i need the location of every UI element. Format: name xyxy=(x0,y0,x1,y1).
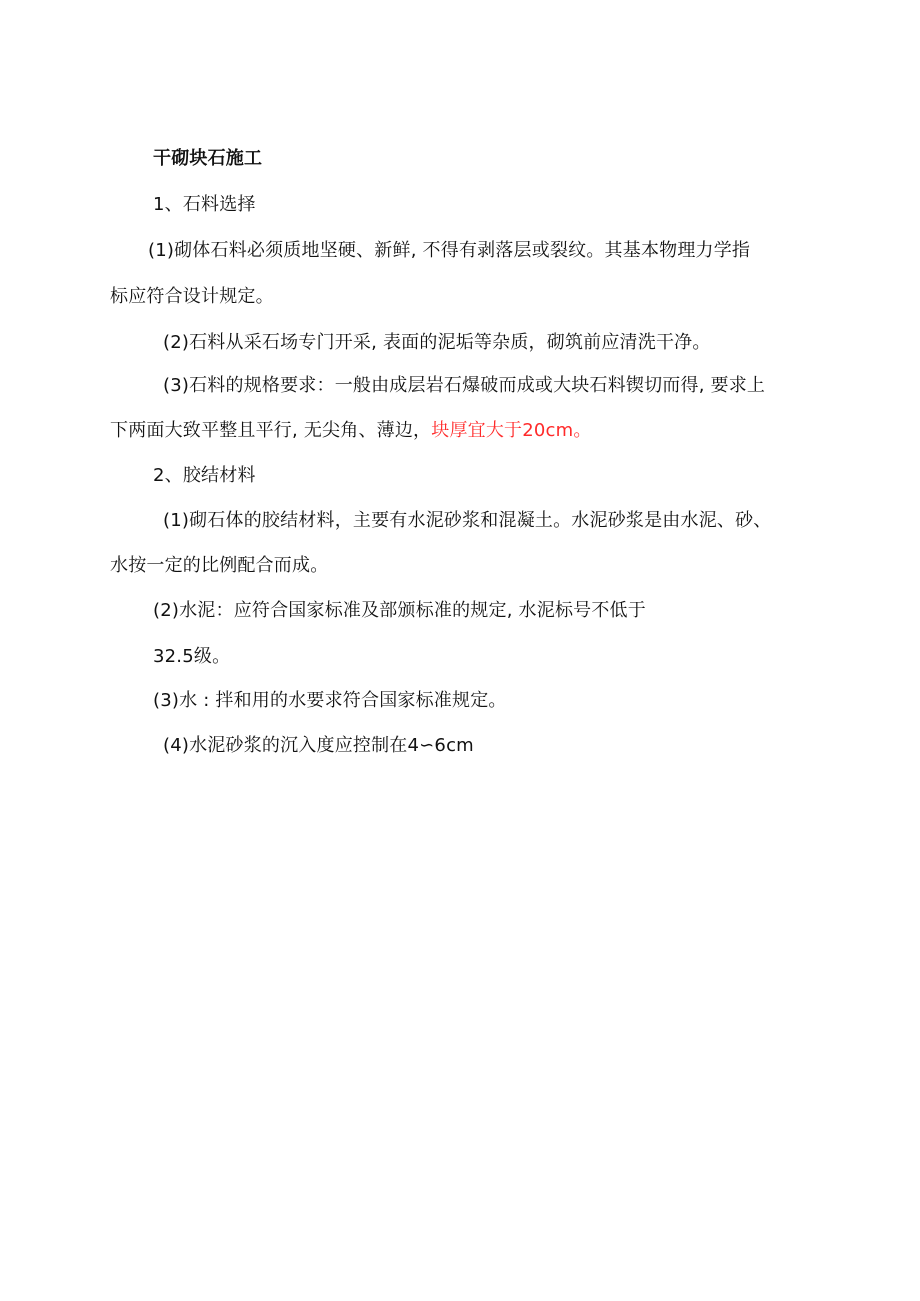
paragraph-line: (3)水 : 拌和用的水要求符合国家标准规定。 xyxy=(153,690,507,711)
document-title: 干砌块石施工 xyxy=(153,148,263,169)
paragraph-line: 水按一定的比例配合而成。 xyxy=(110,555,329,576)
paragraph-line: (1)砌体石料必须质地坚硬、新鲜, 不得有剥落层或裂纹。其基本物理力学指 xyxy=(148,240,751,261)
paragraph-line: (3)石料的规格要求：一般由成层岩石爆破而成或大块石料锲切而得, 要求上 xyxy=(163,375,766,396)
section-heading-binding-materials: 2、胶结材料 xyxy=(153,465,256,486)
paragraph-line: 32.5级。 xyxy=(153,646,231,667)
section-heading-stone-selection: 1、石料选择 xyxy=(153,194,256,215)
paragraph-line xyxy=(110,418,592,444)
paragraph-text: 下两面大致平整且平行, 无尖角、薄边， xyxy=(110,420,432,441)
paragraph-line: (4)水泥砂浆的沉入度应控制在4∽6cm xyxy=(163,735,474,756)
paragraph-line: (2)石料从采石场专门开采, 表面的泥垢等杂质，砌筑前应清洗干净。 xyxy=(163,332,711,353)
paragraph-line: (2)水泥：应符合国家标准及部颁标准的规定, 水泥标号不低于 xyxy=(153,600,646,621)
paragraph-line: (1)砌石体的胶结材料，主要有水泥砂浆和混凝土。水泥砂浆是由水泥、砂、 xyxy=(163,510,772,531)
highlighted-requirement: 块厚宜大于20cm。 xyxy=(431,420,592,441)
paragraph-line: 标应符合设计规定。 xyxy=(110,286,274,307)
